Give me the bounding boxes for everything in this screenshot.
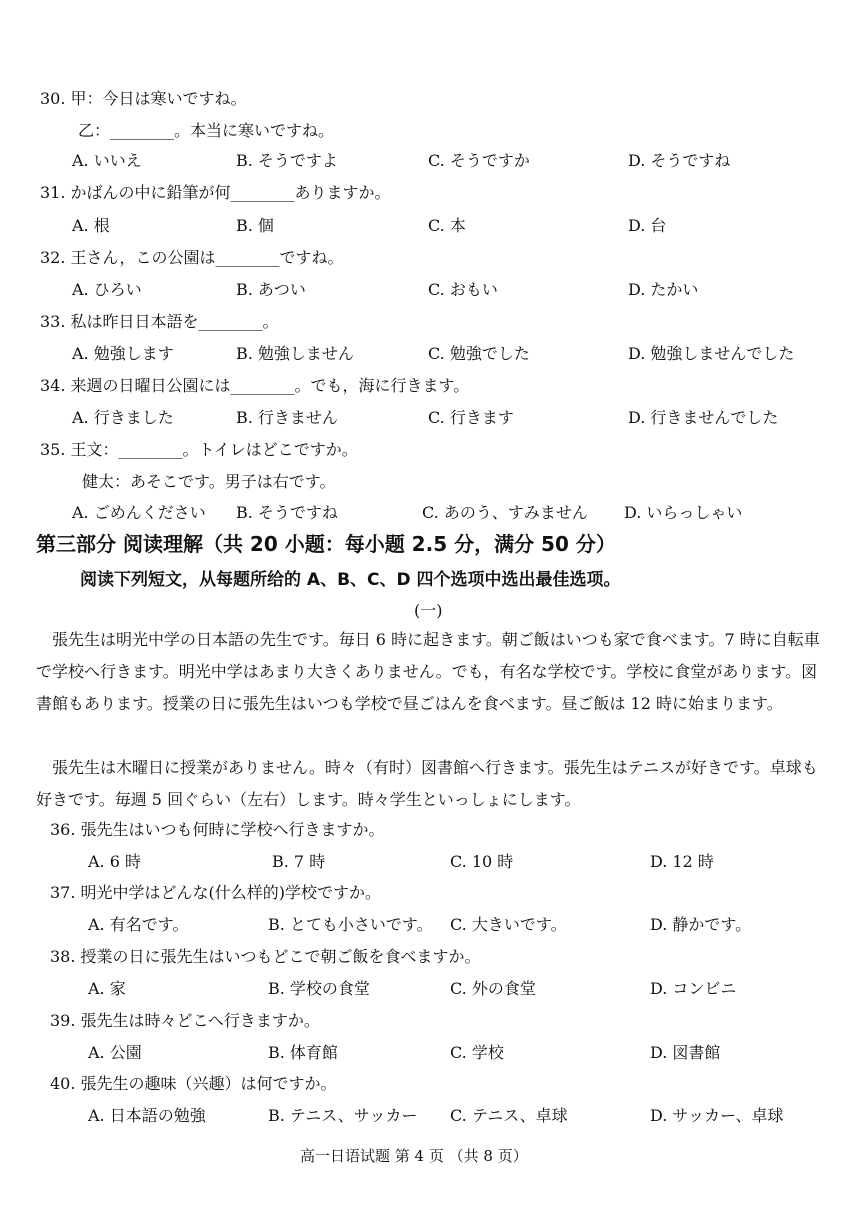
option-a: A. 家 [88,979,126,998]
question-text: 張先生の趣味（兴趣）は何ですか。 [80,1074,337,1093]
question-text: 王さん，この公園は________ですね。 [70,248,344,267]
question-number: 34. [40,376,66,395]
question-number: 35. [40,440,66,459]
question-text: 授業の日に張先生はいつもどこで朝ご飯を食べますか。 [80,947,481,966]
option-c: C. テニス、卓球 [450,1106,568,1125]
section-instruction: 阅读下列短文，从每题所给的 A、B、C、D 四个选项中选出最佳选项。 [80,570,621,590]
option-a: A. ひろい [72,280,142,299]
question-38 [50,944,481,967]
option-d: D. 12 時 [650,852,714,871]
question-35 [40,437,358,460]
question-39 [50,1008,320,1031]
option-c: C. 大きいです。 [450,915,567,934]
option-b: B. 体育館 [268,1043,338,1062]
option-b: B. 個 [236,216,274,235]
option-a: A. 根 [72,216,110,235]
option-b: B. あつい [236,280,306,299]
option-c: C. あのう、すみません [422,503,588,522]
option-d: D. サッカー、卓球 [650,1106,784,1125]
option-b: B. 学校の食堂 [268,979,370,998]
option-b: B. 勉強しません [236,344,354,363]
option-c: C. 10 時 [450,852,514,871]
option-b: B. 行きません [236,408,338,427]
question-text: 王文：________。トイレはどこですか。 [70,440,358,459]
question-33 [40,309,279,332]
option-d: D. 行きませんでした [628,408,779,427]
option-c: C. 本 [428,216,466,235]
option-b: B. そうですね [236,503,338,522]
question-40 [50,1071,337,1094]
option-b: B. そうですよ [236,151,338,170]
option-d: D. たかい [628,280,699,299]
option-c: C. 外の食堂 [450,979,536,998]
question-35-subline: 健太：あそこです。男子は右です。 [82,472,336,491]
option-b: B. 7 時 [272,852,326,871]
option-a: A. 勉強します [72,344,174,363]
question-number: 33. [40,312,66,331]
question-31 [40,180,391,203]
question-37 [50,880,381,903]
option-d: D. そうですね [628,151,731,170]
option-c: C. 行きます [428,408,514,427]
option-c: C. そうですか [428,151,530,170]
option-d: D. 勉強しませんでした [628,344,795,363]
question-30 [40,86,247,109]
passage-paragraph-2: 張先生は木曜日に授業がありません。時々（有时）図書館へ行きます。張先生はテニスが好きです。卓球も好きです。毎週 5 回ぐらい（左右）します。時々学生といっしょにします。 [36,758,818,809]
question-number: 40. [50,1074,76,1093]
question-text: 私は昨日日本語を________。 [70,312,279,331]
question-number: 38. [50,947,76,966]
question-text: 来週の日曜日公園には________。でも，海に行きます。 [70,376,470,395]
question-30-subline: 乙：________。本当に寒いですね。 [78,121,335,140]
question-36 [50,817,385,840]
question-34 [40,373,469,396]
option-d: D. 静かです。 [650,915,752,934]
question-number: 30. [40,89,66,108]
option-c: C. 勉強でした [428,344,530,363]
option-a: A. 6 時 [88,852,141,871]
question-number: 39. [50,1011,76,1030]
option-d: D. 図書館 [650,1043,721,1062]
section-title: 第三部分 阅读理解（共 20 小题：每小题 2.5 分，满分 50 分） [36,532,616,556]
question-text: かばんの中に鉛筆が何________ありますか。 [70,183,391,202]
passage-paragraph-1: 張先生は明光中学の日本語の先生です。毎日 6 時に起きます。朝ご飯はいつも家で食べます。7 時に自転車で学校へ行きます。明光中学はあまり大きくありません。でも，有名な学校です。学校に食堂があります。図書館もあります。授業の日に張先生はいつも学校で昼ごはんを食べます。昼ご飯は 12 時に始まります。 [36,630,820,713]
option-c: C. おもい [428,280,498,299]
question-text: 張先生はいつも何時に学校へ行きますか。 [80,820,385,839]
question-32 [40,245,344,268]
option-a: A. 日本語の勉強 [88,1106,206,1125]
option-d: D. 台 [628,216,667,235]
question-number: 32. [40,248,66,267]
page-footer: 高一日语试题 第 4 页 （共 8 页） [300,1147,528,1165]
option-d: D. コンビニ [650,979,737,998]
question-number: 36. [50,820,76,839]
option-a: A. ごめんください [72,503,206,522]
question-text: 張先生は時々どこへ行きますか。 [80,1011,320,1030]
question-number: 31. [40,183,66,202]
passage-label: (一) [414,601,443,620]
option-c: C. 学校 [450,1043,504,1062]
question-text: 明光中学はどんな(什么样的)学校ですか。 [80,883,382,902]
option-a: A. 公園 [88,1043,142,1062]
option-d: D. いらっしゃい [624,503,743,522]
question-number: 37. [50,883,76,902]
option-a: A. 行きました [72,408,174,427]
question-text: 甲：今日は寒いですね。 [70,89,247,108]
option-b: B. とても小さいです。 [268,915,433,934]
option-a: A. 有名です。 [88,915,189,934]
option-b: B. テニス、サッカー [268,1106,418,1125]
option-a: A. いいえ [72,151,142,170]
